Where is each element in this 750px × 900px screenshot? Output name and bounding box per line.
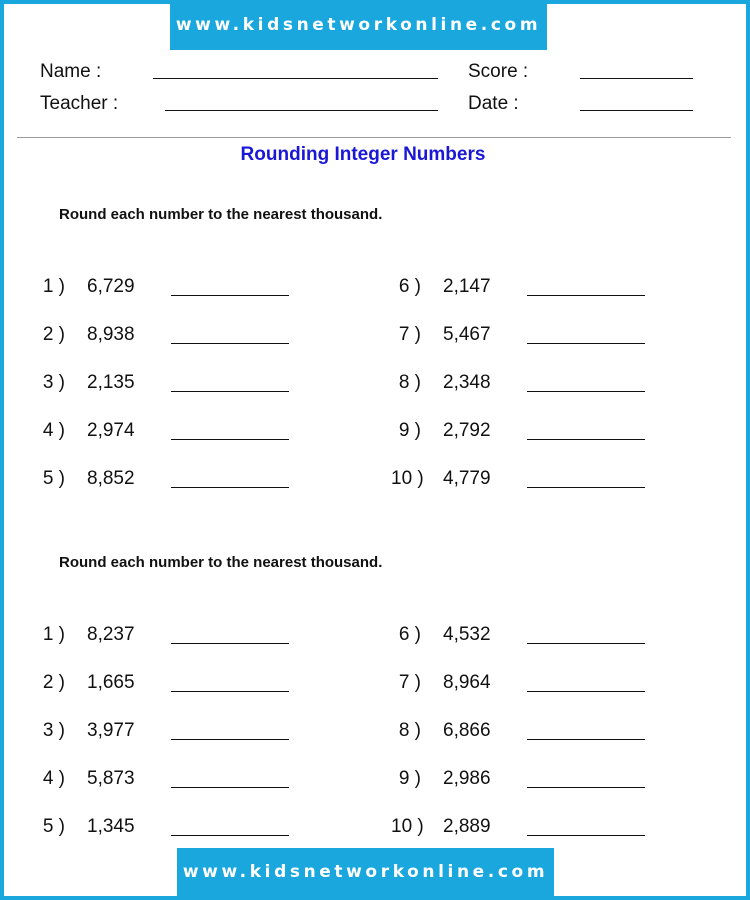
answer-line[interactable] [171,295,289,296]
problem-number: 4 ) [42,768,65,789]
answer-line[interactable] [527,487,645,488]
problem-value: 2,348 [443,372,491,393]
problem-number: 10 ) [391,816,424,837]
problem-number: 4 ) [42,420,65,441]
answer-line[interactable] [171,787,289,788]
name-line[interactable] [153,78,438,79]
problem-value: 6,729 [87,276,135,297]
answer-line[interactable] [527,391,645,392]
section-1-instruction: Round each number to the nearest thousand. [59,206,383,223]
problem-value: 4,779 [443,468,491,489]
problem-number: 6 ) [398,624,421,645]
problem-value: 8,964 [443,672,491,693]
problem-value: 8,938 [87,324,135,345]
worksheet-title: Rounding Integer Numbers [240,144,486,165]
answer-line[interactable] [171,487,289,488]
problem-value: 2,135 [87,372,135,393]
answer-line[interactable] [171,835,289,836]
problem-value: 2,147 [443,276,491,297]
problem-number: 2 ) [42,324,65,345]
problem-value: 6,866 [443,720,491,741]
date-label: Date : [468,93,519,114]
problem-value: 2,889 [443,816,491,837]
problem-value: 3,977 [87,720,135,741]
answer-line[interactable] [171,691,289,692]
problem-value: 2,974 [87,420,135,441]
problem-number: 10 ) [391,468,424,489]
name-label: Name : [40,61,102,82]
date-line[interactable] [580,110,693,111]
problem-number: 6 ) [398,276,421,297]
answer-line[interactable] [527,787,645,788]
answer-line[interactable] [527,835,645,836]
problem-value: 2,792 [443,420,491,441]
section-2-instruction: Round each number to the nearest thousand. [59,554,383,571]
teacher-label: Teacher : [40,93,119,114]
site-banner-bottom: www.kidsnetworkonline.com [177,848,554,896]
answer-line[interactable] [527,295,645,296]
problem-value: 8,852 [87,468,135,489]
answer-line[interactable] [171,391,289,392]
problem-number: 1 ) [42,276,65,297]
problem-number: 3 ) [42,720,65,741]
answer-line[interactable] [527,343,645,344]
problem-value: 1,665 [87,672,135,693]
problem-value: 1,345 [87,816,135,837]
problem-number: 2 ) [42,672,65,693]
answer-line[interactable] [527,739,645,740]
answer-line[interactable] [171,643,289,644]
problem-value: 5,873 [87,768,135,789]
problem-number: 8 ) [398,720,421,741]
answer-line[interactable] [171,739,289,740]
problem-number: 5 ) [42,816,65,837]
problem-number: 9 ) [398,420,421,441]
teacher-line[interactable] [165,110,438,111]
problem-number: 7 ) [398,324,421,345]
answer-line[interactable] [171,343,289,344]
answer-line[interactable] [527,691,645,692]
problem-value: 5,467 [443,324,491,345]
header-divider [17,137,731,138]
problem-number: 7 ) [398,672,421,693]
score-label: Score : [468,61,529,82]
problem-number: 5 ) [42,468,65,489]
problem-value: 4,532 [443,624,491,645]
problem-value: 2,986 [443,768,491,789]
answer-line[interactable] [527,643,645,644]
problem-number: 3 ) [42,372,65,393]
answer-line[interactable] [527,439,645,440]
problem-number: 8 ) [398,372,421,393]
problem-number: 9 ) [398,768,421,789]
score-line[interactable] [580,78,693,79]
problem-value: 8,237 [87,624,135,645]
answer-line[interactable] [171,439,289,440]
problem-number: 1 ) [42,624,65,645]
site-banner-top: www.kidsnetworkonline.com [170,0,547,50]
